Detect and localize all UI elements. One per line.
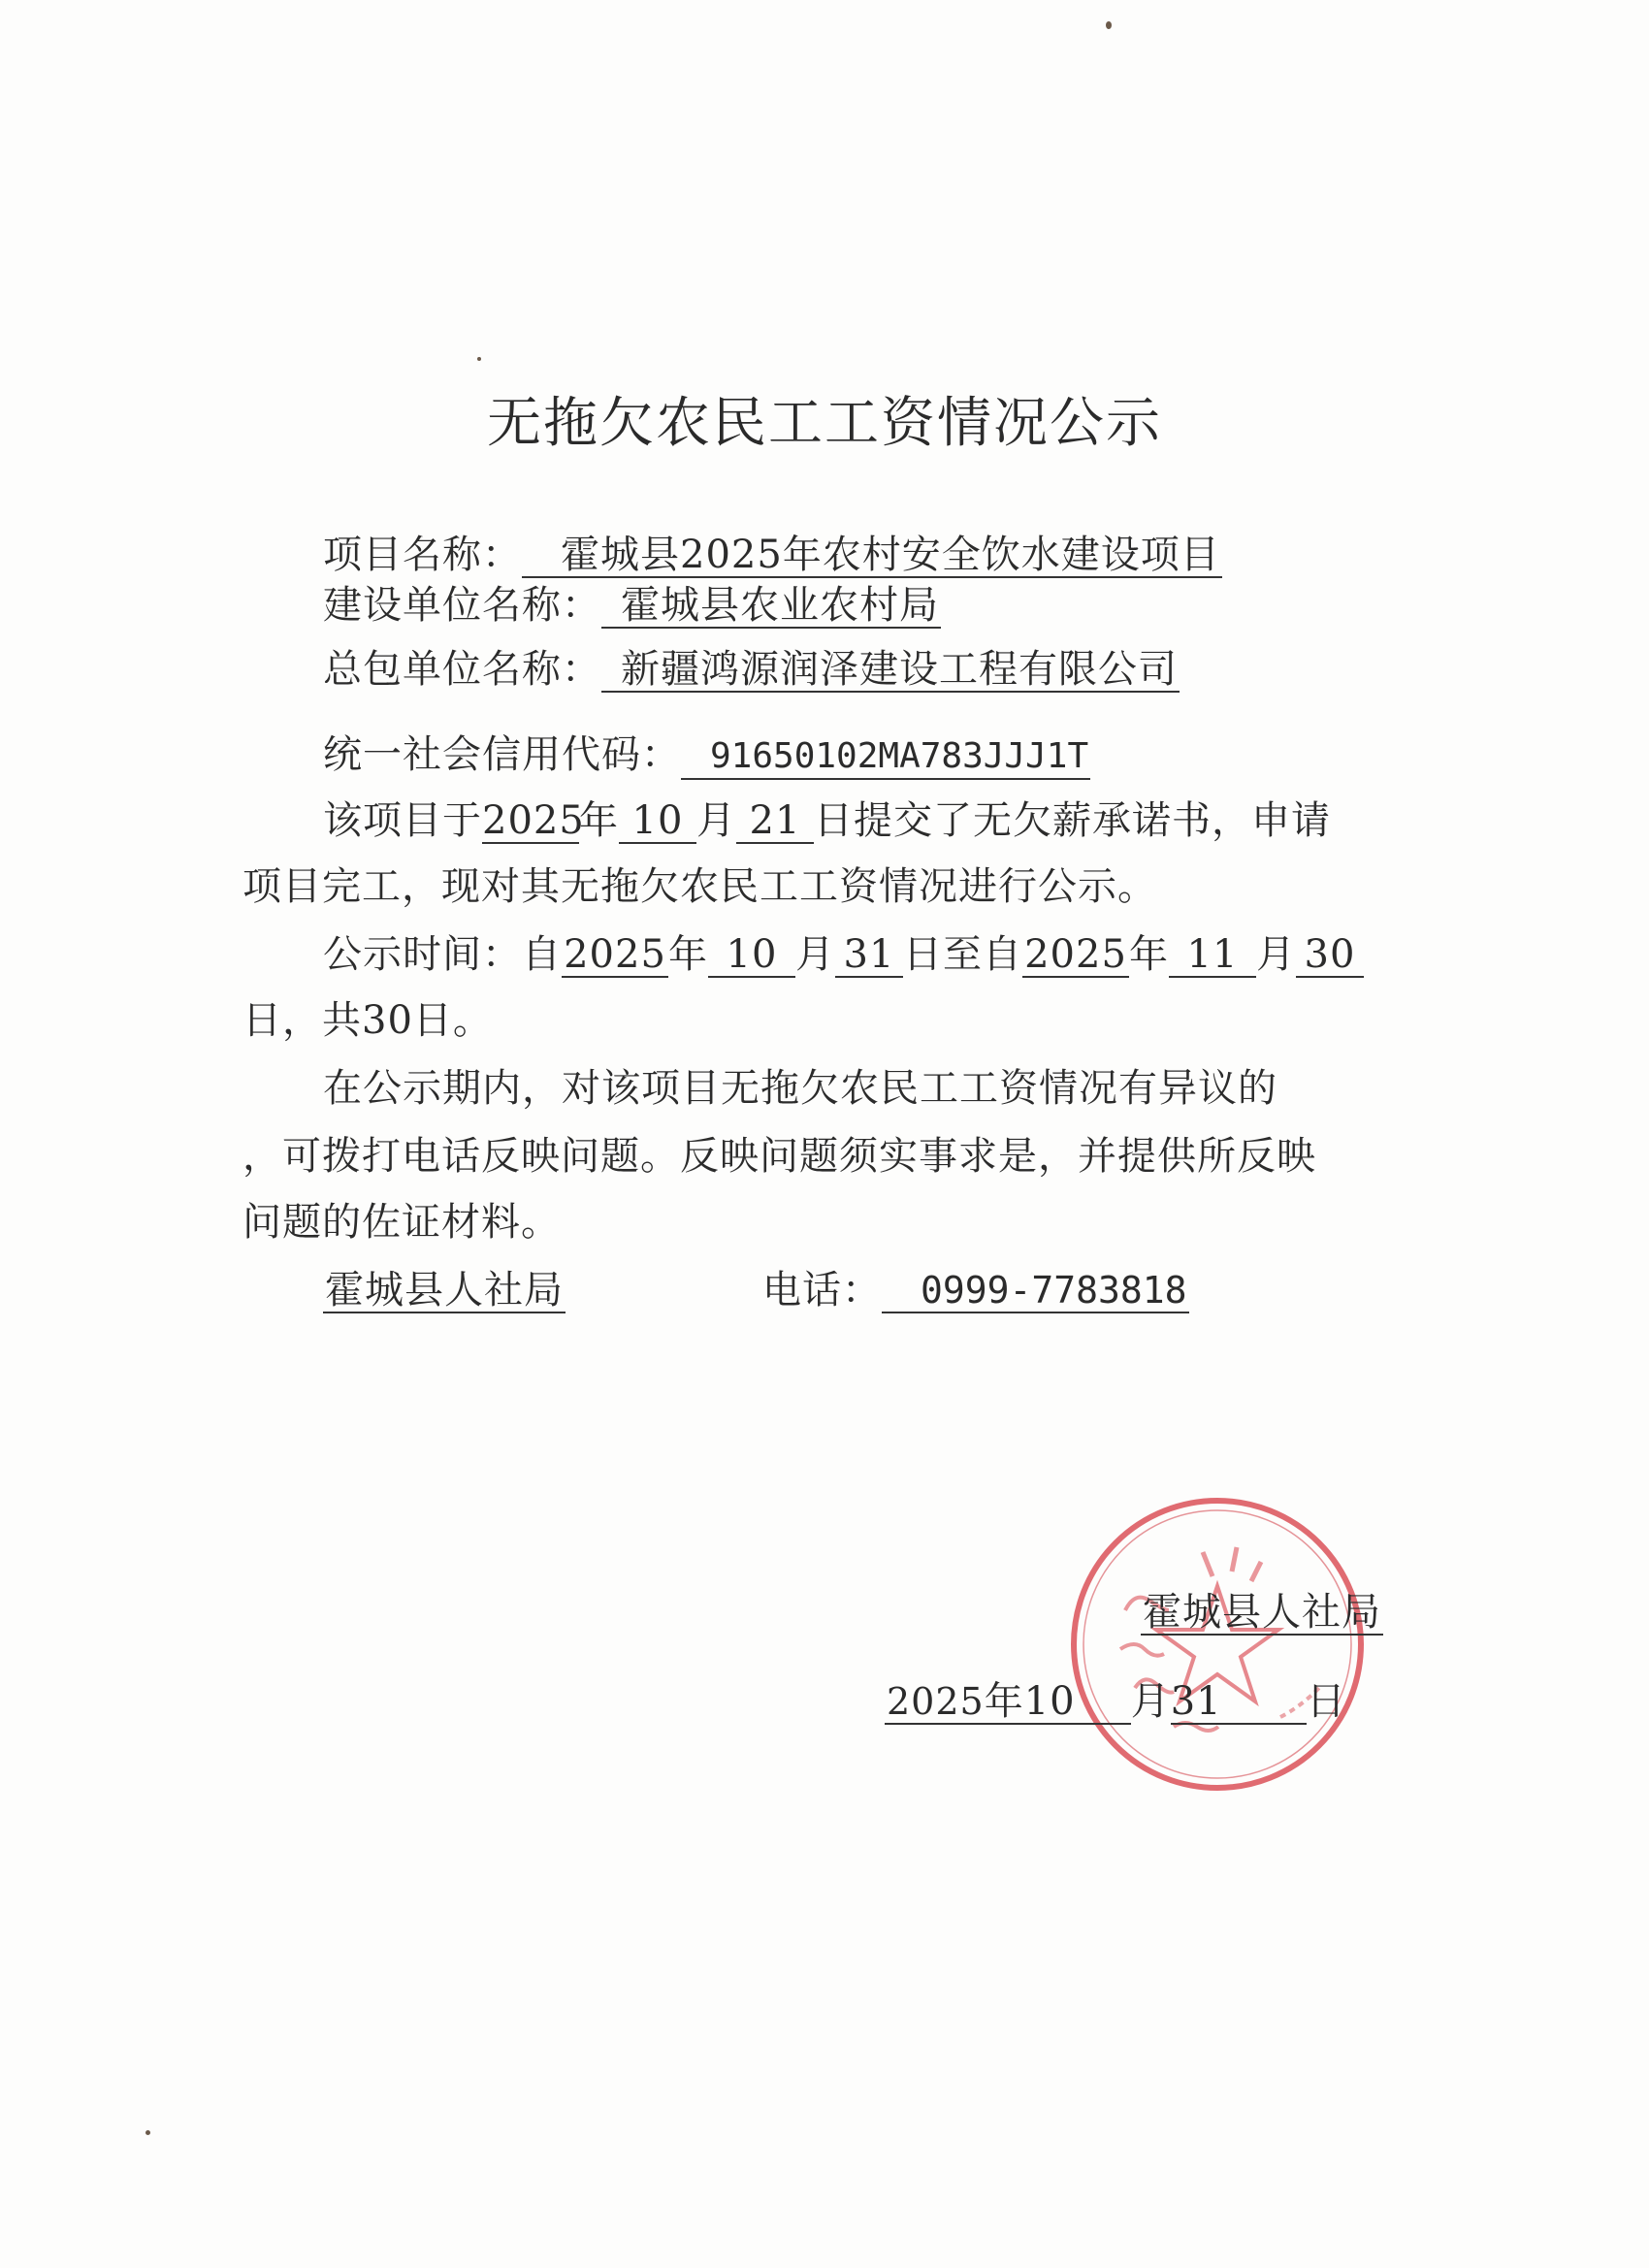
credit-code-label: 统一社会信用代码： (323, 732, 681, 777)
period-start-year: 2025 (562, 933, 668, 978)
phone-row (762, 1267, 1189, 1313)
submission-month: 10 (619, 799, 696, 844)
submission-suffix: 日提交了无欠薪承诺书，申请 (814, 798, 1331, 843)
period-start-month: 10 (708, 933, 795, 978)
credit-code-value: 91650102MA783JJJ1T (681, 735, 1090, 780)
period-end-year-unit: 年 (1129, 932, 1169, 977)
contact-row (323, 1267, 566, 1313)
signature-month-unit: 月 (1130, 1679, 1171, 1724)
signature-org: 霍城县人社局 (1143, 1590, 1381, 1635)
contractor-row (323, 646, 1180, 693)
submission-day: 21 (736, 799, 814, 844)
signature-year: 2025 (887, 1680, 985, 1723)
submission-month-unit: 月 (696, 798, 736, 843)
contractor-value: 新疆鸿源润泽建设工程有限公司 (601, 648, 1180, 693)
credit-code-row (323, 731, 1090, 780)
scan-speck (146, 2130, 150, 2135)
period-line-2: 日，共30日。 (242, 998, 493, 1043)
project-value: 霍城县2025年农村安全饮水建设项目 (522, 534, 1222, 578)
period-line-1 (323, 931, 1364, 978)
period-start-day: 31 (835, 933, 903, 978)
scan-speck (477, 357, 481, 361)
project-row (323, 532, 1222, 578)
period-end-day: 30 (1296, 933, 1364, 978)
contact-org: 霍城县人社局 (325, 1268, 564, 1312)
signature-day-unit: 日 (1306, 1679, 1346, 1724)
submission-line-2: 项目完工，现对其无拖欠农民工工资情况进行公示。 (242, 864, 1157, 909)
phone-value: 0999-7783818 (882, 1269, 1189, 1313)
contractor-label: 总包单位名称： (323, 647, 601, 692)
submission-year-unit: 年 (579, 798, 619, 843)
period-end-month: 11 (1169, 933, 1256, 978)
signature-month: 10 (1024, 1680, 1131, 1725)
submission-prefix: 该项目于 (323, 798, 482, 843)
phone-label: 电话： (762, 1268, 882, 1312)
official-seal (1067, 1494, 1368, 1795)
scan-speck (1106, 21, 1112, 29)
objection-line-3: 问题的佐证材料。 (242, 1200, 561, 1245)
period-start-year-unit: 年 (668, 932, 708, 977)
builder-value: 霍城县农业农村局 (601, 584, 941, 629)
objection-line-2: ，可拨打电话反映问题。反映问题须实事求是，并提供所反映 (242, 1134, 1316, 1179)
period-end-year: 2025 (1022, 933, 1129, 978)
period-end-month-unit: 月 (1256, 932, 1296, 977)
signature-day: 31 (1171, 1680, 1307, 1725)
signature-row (1141, 1589, 1383, 1636)
period-mid: 日至自 (903, 932, 1022, 977)
project-label: 项目名称： (323, 533, 522, 577)
objection-line-1: 在公示期内，对该项目无拖欠农民工工资情况有异议的 (323, 1066, 1277, 1111)
builder-row (323, 582, 941, 629)
submission-year: 2025 (482, 798, 585, 843)
document-title: 无拖欠农民工工资情况公示 (487, 392, 1162, 455)
signature-year-unit: 年 (984, 1679, 1024, 1724)
builder-label: 建设单位名称： (323, 583, 601, 628)
submission-line-1 (323, 797, 1331, 844)
signature-date-row (885, 1678, 1346, 1725)
period-start-month-unit: 月 (795, 932, 835, 977)
period-prefix: 公示时间：自 (323, 932, 562, 977)
